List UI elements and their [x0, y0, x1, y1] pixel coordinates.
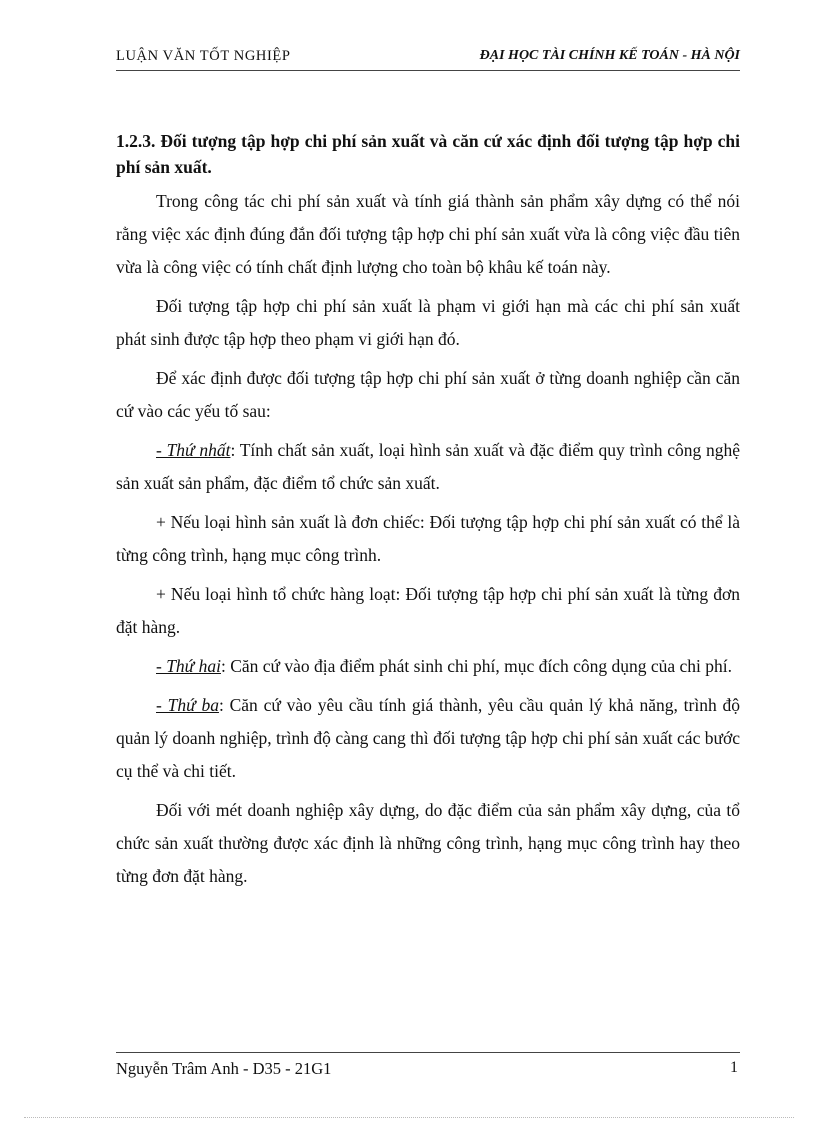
paragraph: + Nếu loại hình sản xuất là đơn chiếc: Đối tượng tập hợp chi phí sản xuất có thể là từng công trình, hạng mục công trình. [116, 512, 740, 565]
paragraph: Đối với mét doanh nghiệp xây dựng, do đặc điểm của sản phẩm xây dựng, của tổ chức sản xuất thường được xác định là những công trình, hạng mục công trình hay theo từng đơn đặt hàng. [116, 800, 740, 886]
list-text-second: : Căn cứ vào địa điểm phát sinh chi phí, mục đích công dụng của chi phí. [220, 656, 733, 676]
paragraph: + Nếu loại hình tổ chức hàng loạt: Đối tượng tập hợp chi phí sản xuất là từng đơn đặt hàng. [116, 584, 740, 637]
list-lead-second: - Thứ hai [156, 656, 221, 676]
paragraph-third-factor [116, 689, 740, 788]
page-number: 1 [730, 1059, 738, 1076]
list-lead-third: - Thứ ba [156, 695, 219, 715]
page-footer [116, 1052, 740, 1079]
paragraph: Đối tượng tập hợp chi phí sản xuất là phạm vi giới hạn mà các chi phí sản xuất phát sinh được tập hợp theo phạm vi giới hạn đó. [116, 296, 740, 349]
paragraph: Trong công tác chi phí sản xuất và tính giá thành sản phẩm xây dựng có thể nói rằng việc xác định đúng đắn đối tượng tập hợp chi phí sản xuất vừa là công việc đầu tiên vừa là công việc có tính chất định lượng cho toàn bộ khâu kế toán này. [116, 191, 740, 277]
footer-author: Nguyễn Trâm Anh - D35 - 21G1 [116, 1059, 332, 1078]
page-header [116, 48, 740, 71]
section-heading: 1.2.3. Đối tượng tập hợp chi phí sản xuất và căn cứ xác định đối tượng tập hợp chi phí sản xuất. [116, 131, 740, 177]
paragraph-second-factor [116, 650, 740, 683]
paragraph-first-factor [116, 434, 740, 500]
header-university: ĐẠI HỌC TÀI CHÍNH KẾ TOÁN - HÀ NỘI [479, 48, 740, 63]
paragraph: Để xác định được đối tượng tập hợp chi phí sản xuất ở từng doanh nghiệp cần căn cứ vào các yếu tố sau: [116, 368, 740, 421]
document-body [116, 128, 740, 893]
list-text-first: : Tính chất sản xuất, loại hình sản xuất và đặc điểm quy trình công nghệ sản xuất sản phẩm, đặc điểm tổ chức sản xuất. [116, 440, 740, 493]
page-edge-divider [24, 1117, 794, 1118]
header-thesis-title: LUẬN VĂN TỐT NGHIỆP [116, 48, 291, 64]
list-lead-first: - Thứ nhất [156, 440, 231, 460]
list-text-third: : Căn cứ vào yêu cầu tính giá thành, yêu cầu quản lý khả năng, trình độ quản lý doanh nghiệp, trình độ càng cang thì đối tượng tập hợp chi phí sản xuất các bước cụ thể và chi tiết. [116, 695, 741, 781]
